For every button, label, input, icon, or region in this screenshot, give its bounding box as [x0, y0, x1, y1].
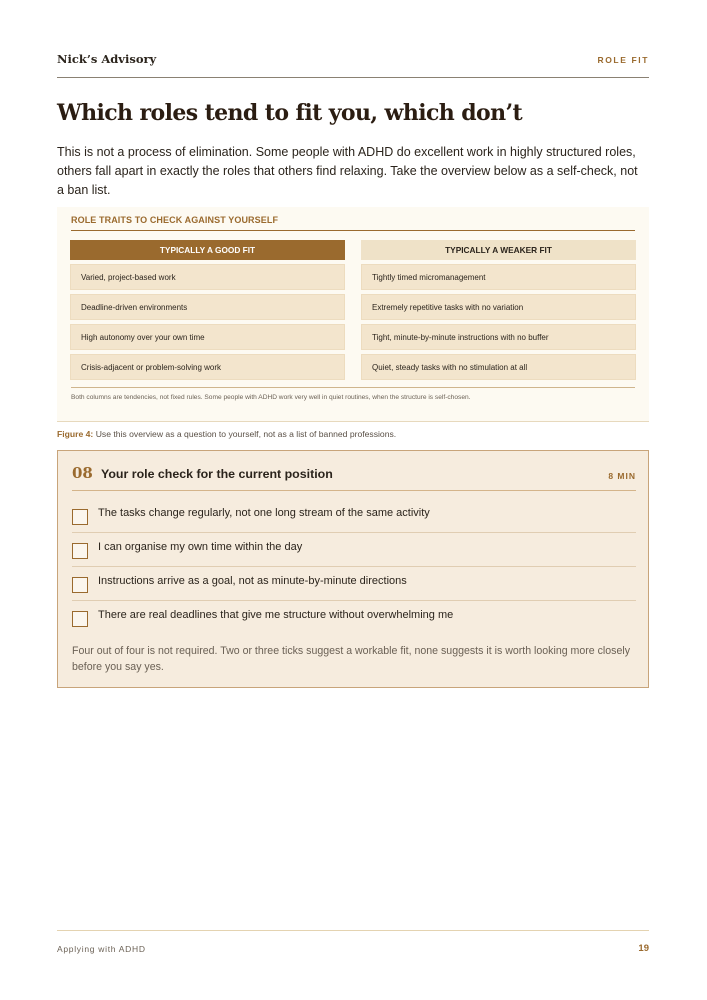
intro-paragraph: This is not a process of elimination. Some people with ADHD do excellent work in highly structured roles, others fall apart in exactly the roles that others find relaxing. Take the overview below as a self-check, not a ban list. — [57, 145, 638, 197]
good-fit-item: Crisis-adjacent or problem-solving work — [70, 354, 345, 380]
checklist-item-label: The tasks change regularly, not one long stream of the same activity — [98, 507, 430, 519]
footer-title: Applying with ADHD — [57, 944, 146, 954]
checkbox[interactable] — [72, 509, 88, 525]
page-footer — [57, 930, 649, 954]
card-header — [72, 459, 636, 491]
checklist-item-label: Instructions arrive as a goal, not as minute-by-minute directions — [98, 575, 407, 587]
weaker-fit-item: Tight, minute-by-minute instructions with no buffer — [361, 324, 636, 350]
checklist-item[interactable] — [72, 601, 636, 635]
figure-title: ROLE TRAITS TO CHECK AGAINST YOURSELF — [71, 215, 635, 231]
brand-name: Nick’s Advisory — [57, 52, 157, 66]
weaker-fit-column — [361, 240, 636, 380]
weaker-fit-item: Quiet, steady tasks with no stimulation at all — [361, 354, 636, 380]
role-check-card — [57, 450, 649, 688]
checklist-item-label: I can organise my own time within the day — [98, 541, 303, 553]
checklist-item[interactable] — [72, 567, 636, 601]
checkbox[interactable] — [72, 543, 88, 559]
caption-label: Figure 4: — [57, 429, 94, 439]
page-title: Which roles tend to fit you, which don’t — [57, 100, 523, 126]
good-fit-item: Deadline-driven environments — [70, 294, 345, 320]
weaker-fit-heading: TYPICALLY A WEAKER FIT — [361, 240, 636, 260]
figure-note: Both columns are tendencies, not fixed rules. Some people with ADHD work very well in quiet routines, when the structure is self-chosen. — [71, 387, 635, 401]
checkbox[interactable] — [72, 611, 88, 627]
checkbox[interactable] — [72, 577, 88, 593]
good-fit-column — [70, 240, 345, 380]
page-number: 19 — [638, 943, 649, 954]
section-tag: ROLE FIT — [597, 55, 649, 65]
good-fit-heading: TYPICALLY A GOOD FIT — [70, 240, 345, 260]
figure-caption — [57, 429, 396, 439]
good-fit-item: High autonomy over your own time — [70, 324, 345, 350]
step-number: 08 — [72, 464, 93, 482]
checklist-item[interactable] — [72, 499, 636, 533]
weaker-fit-item: Extremely repetitive tasks with no variation — [361, 294, 636, 320]
role-traits-figure — [57, 207, 649, 422]
checklist-item-label: There are real deadlines that give me structure without overwhelming me — [98, 609, 454, 621]
checklist-item[interactable] — [72, 533, 636, 567]
card-title: Your role check for the current position — [101, 467, 333, 481]
caption-text: Use this overview as a question to yourself, not as a list of banned professions. — [95, 429, 397, 439]
duration-badge: 8 MIN — [608, 471, 636, 481]
good-fit-item: Varied, project-based work — [70, 264, 345, 290]
checklist-note: Four out of four is not required. Two or three ticks suggest a workable fit, none suggests it is worth looking more closely before you say yes. — [72, 645, 631, 673]
weaker-fit-item: Tightly timed micromanagement — [361, 264, 636, 290]
page-header — [57, 51, 649, 78]
